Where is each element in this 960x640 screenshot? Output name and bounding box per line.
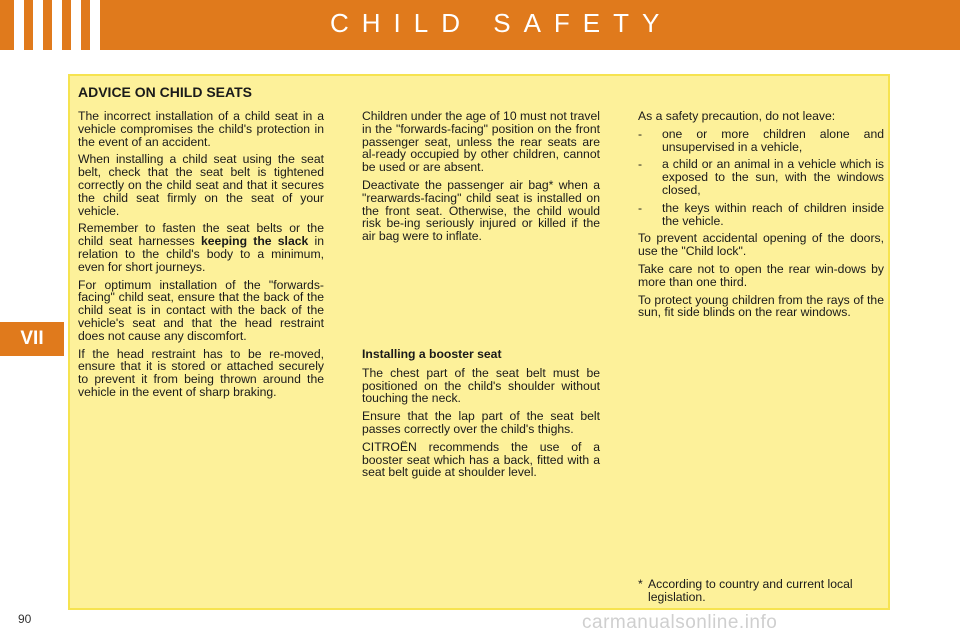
column-2 (362, 110, 600, 248)
dash-marker: - (638, 157, 643, 172)
list-item-text: the keys within reach of children inside the vehicle. (662, 200, 884, 228)
header-stripe (52, 0, 62, 50)
text-run: in relation to the child's body to a minimum, even for short journeys. (78, 234, 324, 274)
list-item-text: one or more children alone and unsupervised in a vehicle, (662, 126, 884, 154)
text-run: Remember to fasten the seat belts or the child seat harnesses (78, 221, 324, 249)
paragraph: The chest part of the seat belt must be positioned on the child's shoulder without touching the neck. (362, 365, 600, 406)
paragraph: To prevent accidental opening of the doors, use the "Child lock". (638, 231, 884, 259)
header-stripe (33, 0, 43, 50)
booster-seat-section (362, 348, 600, 484)
paragraph: When installing a child seat using the seat belt, check that the seat belt is tightened correctly on the child seat and that it secures the child seat firmly on the seat of your vehicle. (78, 152, 324, 218)
header-stripe (14, 0, 24, 50)
chapter-tab: VII (0, 322, 64, 356)
emphasis-text: keeping the slack (201, 234, 309, 249)
advice-panel (68, 74, 890, 610)
paragraph: Children under the age of 10 must not travel in the "forwards-facing" position on the front passenger seat, unless the rear seats are al-ready occupied by other children, cannot be used or are absent. (362, 109, 600, 175)
precaution-list (638, 128, 884, 228)
dash-marker: - (638, 200, 643, 215)
paragraph (78, 222, 324, 273)
header-stripe (71, 0, 81, 50)
paragraph: Deactivate the passenger air bag* when a "rearwards-facing" child seat is installed on the front seat. Otherwise, the child would risk be-ing seriously injured or killed if the air bag were to inflate. (362, 177, 600, 244)
footnote-text: According to country and current local legislation. (648, 577, 853, 604)
subsection-title: Installing a booster seat (362, 347, 502, 361)
dash-marker: - (638, 126, 643, 141)
watermark: carmanualsonline.info (582, 612, 778, 633)
paragraph: Ensure that the lap part of the seat belt passes correctly over the child's thighs. (362, 409, 600, 436)
footnote-marker: * (638, 577, 643, 591)
paragraph: The incorrect installation of a child seat in a vehicle compromises the child's protection in the event of an accident. (78, 109, 324, 149)
paragraph: If the head restraint has to be re-moved, ensure that it is stored or attached securely to prevent it from being thrown around the vehicle in the event of sharp braking. (78, 346, 324, 399)
header-bar (0, 0, 960, 50)
column-3 (638, 110, 884, 324)
paragraph: To protect young children from the rays of the sun, fit side blinds on the rear windows. (638, 292, 884, 320)
list-item (638, 158, 884, 196)
paragraph: For optimum installation of the "forwards-facing" child seat, ensure that the back of the child seat is in contact with the back of the vehicle's seat and that the head restraint does not cause any discomfort. (78, 277, 324, 343)
column-1 (78, 110, 324, 404)
paragraph: As a safety precaution, do not leave: (638, 109, 836, 123)
paragraph: Take care not to open the rear win-dows by more than one third. (638, 261, 884, 289)
list-item (638, 202, 884, 228)
page-title: CHILD SAFETY (330, 8, 673, 38)
header-stripe (90, 0, 100, 50)
header-stripes (14, 0, 100, 50)
list-item-text: a child or an animal in a vehicle which is exposed to the sun, with the windows closed, (662, 157, 884, 197)
page-number: 90 (18, 612, 32, 626)
footnote (638, 578, 884, 604)
section-title: ADVICE ON CHILD SEATS (78, 84, 252, 100)
paragraph: CITROËN recommends the use of a booster seat which has a back, fitted with a seat belt guide at shoulder level. (362, 439, 600, 480)
list-item (638, 128, 884, 154)
